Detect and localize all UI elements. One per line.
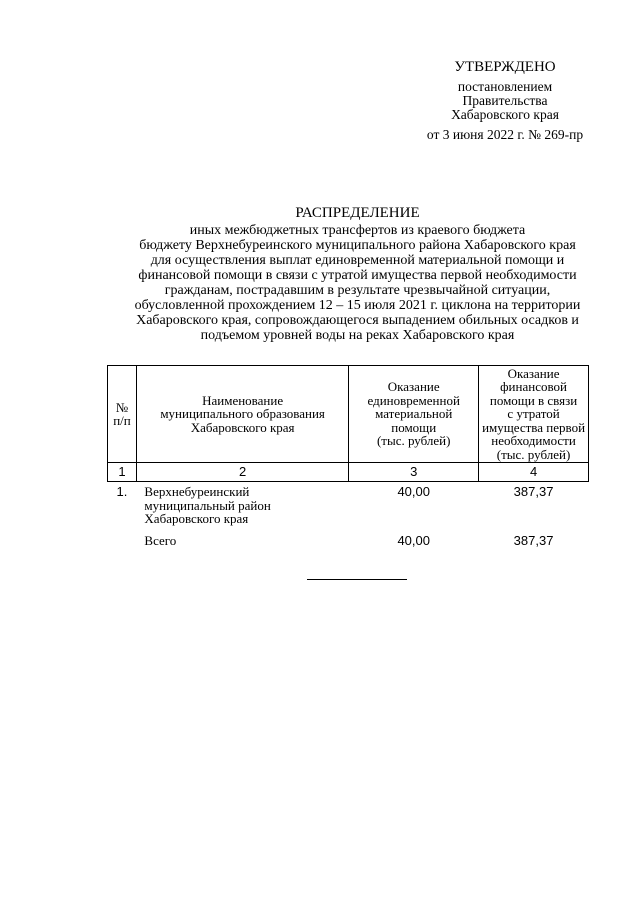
approval-line-1: постановлением	[457, 79, 553, 94]
financial-aid-value: 387,37	[513, 484, 554, 499]
heading-line: финансовой помощи в связи с утратой имущества первой необходимости	[138, 268, 577, 283]
heading-line: иных межбюджетных трансфертов из краевого бюджета	[189, 223, 526, 238]
approval-line-2: Правительства	[462, 93, 548, 108]
approval-block	[400, 58, 610, 142]
document-heading	[90, 204, 625, 343]
distribution-table	[107, 365, 589, 547]
municipality-name: Верхнебуреинский муниципальный район Хабаровского края	[144, 484, 271, 526]
total-material-aid: 40,00	[397, 532, 430, 548]
header-municipality: Наименование муниципального образования Хабаровского края	[136, 366, 348, 463]
total-row	[108, 526, 589, 548]
heading-line: бюджету Верхнебуреинского муниципального района Хабаровского края	[139, 238, 576, 253]
document-title: РАСПРЕДЕЛЕНИЕ	[295, 205, 420, 221]
column-number: 1	[108, 463, 137, 482]
approval-title: УТВЕРЖДЕНО	[454, 59, 556, 75]
column-number-row	[108, 463, 589, 482]
column-number: 2	[136, 463, 348, 482]
column-number: 4	[479, 463, 589, 482]
heading-line: для осуществления выплат единовременной материальной помощи и	[150, 253, 565, 268]
header-financial-aid: Оказание финансовой помощи в связи с утратой имущества первой необходимости (тыс. рублей)	[479, 366, 589, 463]
approval-date: от 3 июня 2022 г. № 269-пр	[426, 127, 584, 142]
heading-line: Хабаровского края, сопровождающегося выпадением обильных осадков и	[136, 313, 579, 328]
heading-line: гражданам, пострадавшим в результате чрезвычайной ситуации,	[164, 283, 551, 298]
material-aid-value: 40,00	[397, 484, 430, 499]
table-row	[108, 482, 589, 526]
heading-line: обусловленной прохождением 12 – 15 июля 2021 г. циклона на территории	[134, 298, 581, 313]
header-number: № п/п	[108, 366, 137, 463]
approval-line-3: Хабаровского края	[451, 107, 559, 122]
column-number: 3	[349, 463, 479, 482]
total-financial-aid: 387,37	[513, 532, 554, 548]
closing-rule	[307, 579, 407, 580]
row-number: 1.	[116, 484, 128, 499]
header-material-aid: Оказание единовременной материальной помощи (тыс. рублей)	[349, 366, 479, 463]
heading-line: подъемом уровней воды на реках Хабаровского края	[200, 328, 515, 343]
total-label: Всего	[144, 532, 177, 548]
table-header-row	[108, 366, 589, 463]
